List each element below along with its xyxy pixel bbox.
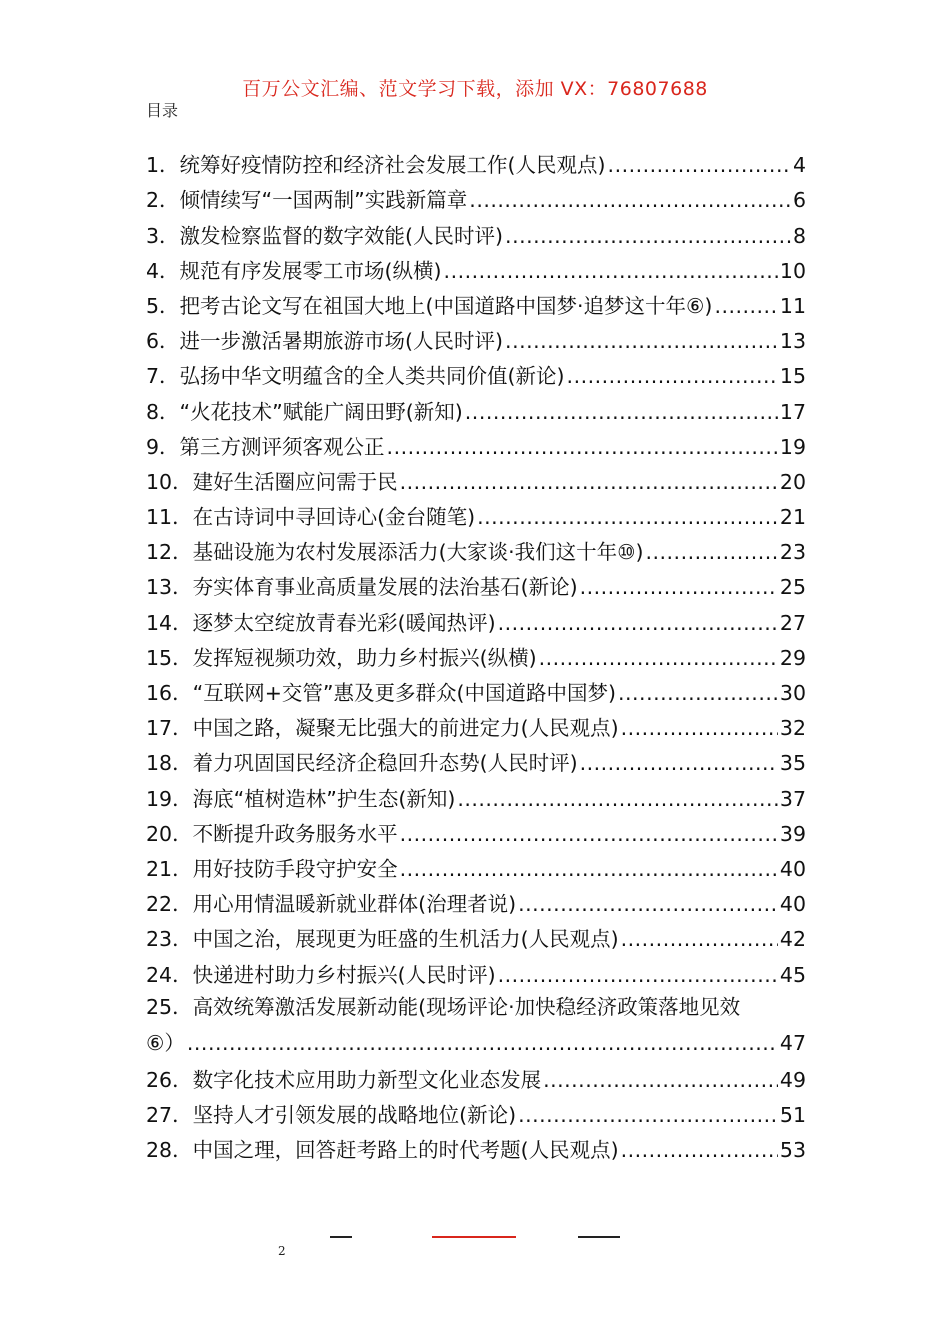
toc-entry[interactable] [146,743,806,778]
page-number: 2 [278,1244,286,1258]
toc-entry-page: 53 [779,1138,806,1163]
toc-entry[interactable] [146,215,806,250]
toc-entry[interactable] [146,532,806,567]
toc-entry[interactable] [146,180,806,215]
footer-rule-left [330,1236,352,1238]
table-of-contents [146,145,806,1165]
dot-leader [505,326,778,356]
toc-entry[interactable] [146,884,806,919]
toc-entry-page: 47 [779,1030,806,1055]
dot-leader [543,1065,778,1095]
toc-entry-page: 40 [779,856,806,881]
toc-entry-page: 30 [779,681,806,705]
toc-entry[interactable] [146,849,806,884]
dot-leader [608,150,791,180]
dot-leader [444,256,778,286]
toc-entry-page: 29 [779,645,806,670]
dot-leader [498,608,778,638]
toc-entry[interactable] [146,1130,806,1165]
dot-leader [400,467,778,497]
toc-entry-title: 1．统筹好疫情防控和经济社会发展工作(人民观点) [146,153,606,178]
toc-entry-page: 13 [779,329,806,354]
toc-entry-page: 42 [779,927,806,952]
dot-leader [505,221,791,251]
toc-entry-title: 22．用心用情温暖新就业群体(治理者说) [146,892,517,917]
dot-leader [621,713,778,743]
toc-entry-page: 4 [792,153,806,178]
toc-entry[interactable] [146,356,806,391]
dot-leader [621,1135,778,1165]
toc-entry-title: 17．中国之路，凝聚无比强大的前进定力(人民观点) [146,716,619,741]
toc-entry[interactable] [146,567,806,602]
toc-entry-title: 9．第三方测评须客观公正 [146,434,385,459]
toc-entry-page: 20 [779,469,806,494]
toc-entry-title: 28．中国之理，回答赶考路上的时代考题(人民观点) [146,1138,619,1163]
toc-entry-title: 12．基础设施为农村发展添活力(大家谈·我们这十年⑩) [146,540,644,565]
toc-entry-page: 35 [779,751,806,776]
toc-entry-title: 26．数字化技术应用助力新型文化业态发展 [146,1067,542,1092]
toc-entry-title: 16．“互联网+交管”惠及更多群众(中国道路中国梦) [146,681,616,705]
toc-entry-page: 45 [779,962,806,987]
dot-leader [477,502,778,532]
dot-leader [518,889,778,919]
dot-leader [539,643,778,673]
dot-leader [518,1100,778,1130]
toc-entry-title: 14．逐梦太空绽放青春光彩(暖闻热评) [146,610,496,635]
dot-leader [498,960,778,990]
toc-entry-page: 6 [792,188,806,213]
toc-entry-title: 18．着力巩固国民经济企稳回升态势(人民时评) [146,751,578,776]
toc-entry-title: 10．建好生活圈应问需于民 [146,469,398,494]
toc-entry[interactable] [146,251,806,286]
toc-entry[interactable] [146,321,806,356]
toc-entry-page: 32 [779,716,806,741]
toc-entry[interactable] [146,497,806,532]
toc-entry[interactable] [146,673,806,708]
toc-entry[interactable] [146,145,806,180]
toc-entry-title: 13．夯实体育事业高质量发展的法治基石(新论) [146,575,578,600]
dot-leader [645,537,777,567]
toc-entry-page: 11 [779,293,806,318]
dot-leader [621,924,778,954]
toc-entry-title: 20．不断提升政务服务水平 [146,821,398,846]
footer-rule-center [432,1236,516,1238]
toc-entry[interactable] [146,462,806,497]
toc-entry-title: 11．在古诗词中寻回诗心(金台随笔) [146,505,476,530]
toc-entry-title-continued: ⑥） [146,1030,185,1055]
toc-entry-page: 10 [779,258,806,283]
dot-leader [580,748,778,778]
footer-rule-right [578,1236,620,1238]
toc-entry-page: 19 [779,434,806,459]
dot-leader [400,854,778,884]
toc-entry-title: 2．倾情续写“一国两制”实践新篇章 [146,188,468,213]
dot-leader [714,291,777,321]
toc-entry-title: 5．把考古论文写在祖国大地上(中国道路中国梦·追梦这十年⑥) [146,293,713,318]
toc-entry[interactable] [146,814,806,849]
toc-entry[interactable] [146,427,806,462]
dot-leader [400,819,778,849]
toc-entry[interactable] [146,990,806,1060]
toc-entry-title: 15．发挥短视频功效，助力乡村振兴(纵横) [146,645,537,670]
toc-entry-page: 37 [779,786,806,811]
toc-entry-title: 21．用好技防手段守护安全 [146,856,398,881]
dot-leader [580,572,778,602]
toc-entry-page: 49 [779,1067,806,1092]
toc-entry-title: 3．激发检察监督的数字效能(人民时评) [146,223,504,248]
toc-entry-title: 7．弘扬中华文明蕴含的全人类共同价值(新论) [146,364,565,389]
dot-leader [187,1026,778,1060]
toc-entry-title: 19．海底“植树造林”护生态(新知) [146,786,456,811]
toc-entry-page: 23 [779,540,806,565]
toc-entry-page: 21 [779,505,806,530]
dot-leader [469,185,791,215]
toc-entry-title: 25．高效统筹激活发展新动能(现场评论·加快稳经济政策落地见效 [146,994,741,1019]
toc-entry-title: 23．中国之治，展现更为旺盛的生机活力(人民观点) [146,927,619,952]
toc-entry-title: 24．快递进村助力乡村振兴(人民时评) [146,962,496,987]
toc-entry[interactable] [146,919,806,954]
toc-entry[interactable] [146,954,806,989]
toc-entry-title: 4．规范有序发展零工市场(纵横) [146,258,442,283]
toc-entry-page: 27 [779,610,806,635]
toc-entry[interactable] [146,638,806,673]
toc-entry-title: 6．进一步激活暑期旅游市场(人民时评) [146,329,504,354]
toc-entry-title: 8．“火花技术”赋能广阔田野(新知) [146,399,463,424]
toc-entry-page: 25 [779,575,806,600]
toc-entry[interactable] [146,1095,806,1130]
toc-entry[interactable] [146,708,806,743]
dot-leader [465,397,778,427]
toc-entry-title: 27．坚持人才引领发展的战略地位(新论) [146,1102,517,1127]
toc-entry[interactable] [146,602,806,637]
toc-entry-page: 40 [779,892,806,917]
toc-entry-page: 39 [779,821,806,846]
dot-leader [567,361,778,391]
toc-entry-page: 8 [792,223,806,248]
toc-entry[interactable] [146,778,806,813]
toc-title: 目录 [146,101,179,120]
toc-entry[interactable] [146,391,806,426]
toc-entry[interactable] [146,1060,806,1095]
download-banner: 百万公文汇编、范文学习下载，添加 VX：76807688 [242,78,708,100]
toc-entry[interactable] [146,286,806,321]
dot-leader [457,784,778,814]
toc-entry-page: 51 [779,1102,806,1127]
dot-leader [618,678,778,708]
dot-leader [387,432,778,462]
toc-entry-page: 17 [779,399,806,424]
toc-entry-page: 15 [779,364,806,389]
